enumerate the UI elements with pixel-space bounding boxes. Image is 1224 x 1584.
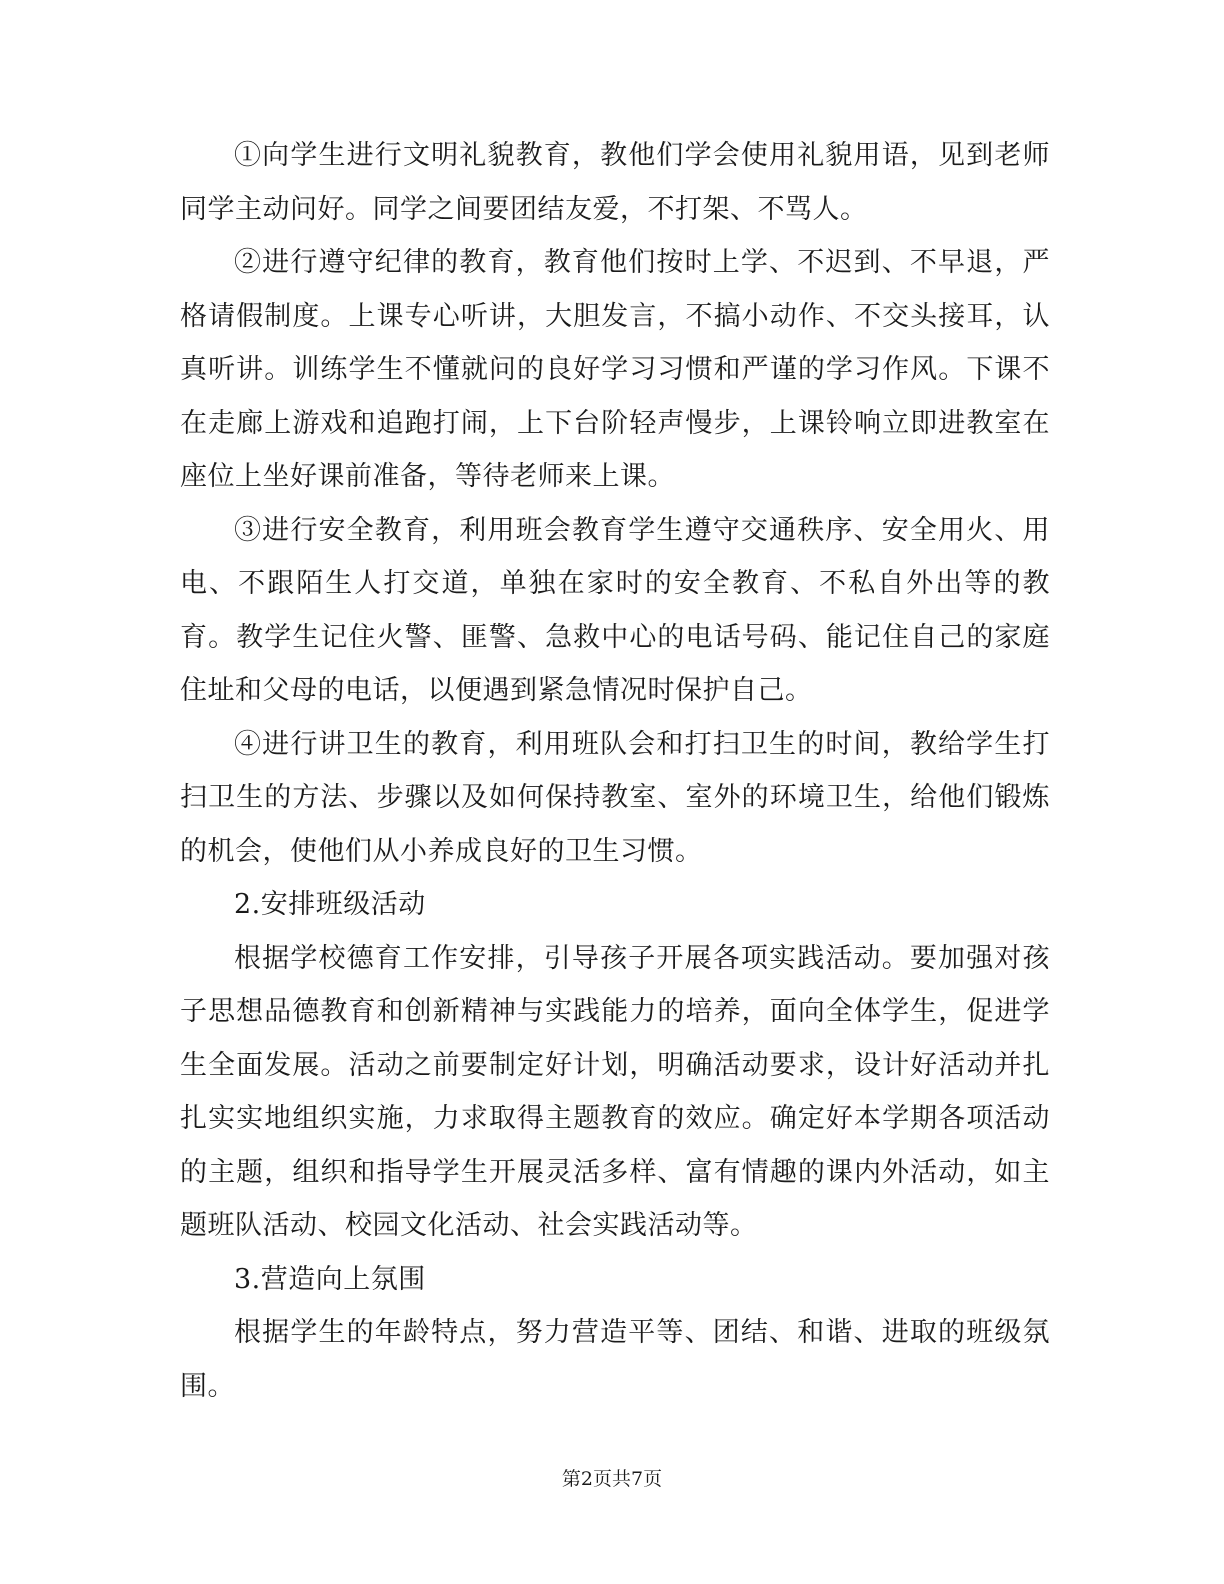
document-body (180, 129, 1050, 1413)
paragraph-courtesy-education: ①向学生进行文明礼貌教育，教他们学会使用礼貌用语，见到老师同学主动问好。同学之间要团结友爱，不打架、不骂人。 (180, 140, 1050, 225)
section-heading-class-activities: 2.安排班级活动 (234, 889, 426, 920)
paragraph-safety-education: ③进行安全教育，利用班会教育学生遵守交通秩序、安全用火、用电、不跟陌生人打交道，单独在家时的安全教育、不私自外出等的教育。教学生记住火警、匪警、急救中心的电话号码、能记住自己的家庭住址和父母的电话，以便遇到紧急情况时保护自己。 (180, 514, 1050, 706)
paragraph-hygiene-education: ④进行讲卫生的教育，利用班队会和打扫卫生的时间，教给学生打扫卫生的方法、步骤以及如何保持教室、室外的环境卫生，给他们锻炼的机会，使他们从小养成良好的卫生习惯。 (180, 728, 1050, 867)
section-heading-atmosphere: 3.营造向上氛围 (234, 1263, 426, 1295)
paragraph-atmosphere: 根据学生的年龄特点，努力营造平等、团结、和谐、进取的班级氛围。 (180, 1317, 1050, 1402)
page-number-footer: 第2页共7页 (561, 1468, 663, 1490)
paragraph-discipline-education: ②进行遵守纪律的教育，教育他们按时上学、不迟到、不早退，严格请假制度。上课专心听讲，大胆发言，不搞小动作、不交头接耳，认真听讲。训练学生不懂就问的良好学习习惯和严谨的学习作风。下课不在走廊上游戏和追跑打闹，上下台阶轻声慢步，上课铃响立即进教室在座位上坐好课前准备，等待老师来上课。 (180, 247, 1050, 492)
paragraph-class-activities: 根据学校德育工作安排，引导孩子开展各项实践活动。要加强对孩子思想品德教育和创新精神与实践能力的培养，面向全体学生，促进学生全面发展。活动之前要制定好计划，明确活动要求，设计好活动并扎扎实实地组织实施，力求取得主题教育的效应。确定好本学期各项活动的主题，组织和指导学生开展灵活多样、富有情趣的课内外活动，如主题班队活动、校园文化活动、社会实践活动等。 (180, 942, 1050, 1241)
